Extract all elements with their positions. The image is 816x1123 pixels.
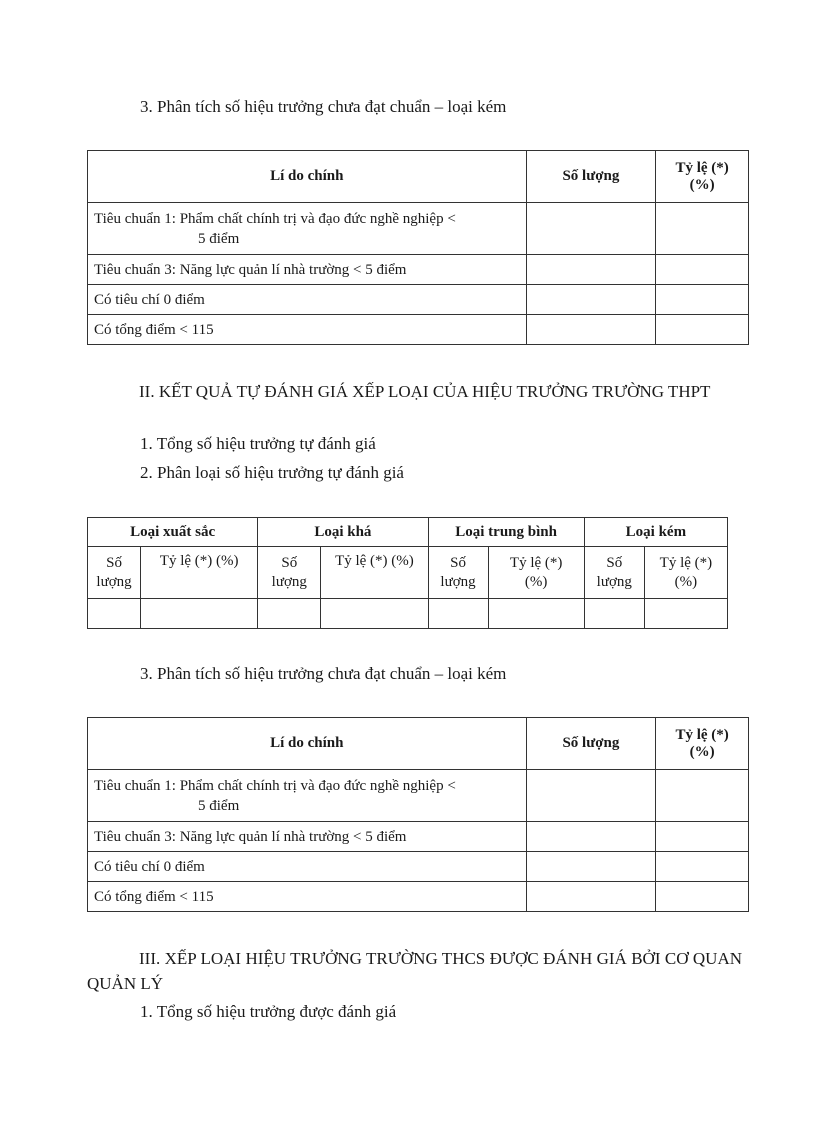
table-row (88, 285, 749, 315)
count-cell (526, 770, 656, 822)
header-count: Số lượng (526, 151, 656, 203)
sub-l1: Số (606, 554, 623, 571)
section3-heading: III. XẾP LOẠI HIỆU TRƯỞNG TRƯỜNG THCS ĐƯỢC ĐÁNH GIÁ BỞI CƠ QUAN QUẢN LÝ (87, 949, 742, 993)
count-cell (526, 315, 656, 345)
header-ratio (656, 151, 749, 203)
table-row (88, 822, 749, 852)
reason-cell: Có tiêu chí 0 điểm (88, 852, 527, 882)
sub-count (258, 547, 321, 599)
sub-l2: (%) (674, 573, 698, 590)
sub-l1: Số (106, 554, 122, 571)
reason-cell (88, 770, 527, 822)
sub-l1: Tỷ lệ (*) (509, 554, 563, 571)
header-ratio-line2: (%) (689, 176, 715, 193)
ratio-cell (656, 770, 749, 822)
sub-l1: Số (450, 554, 466, 571)
section2-item2-text: 2. Phân loại số hiệu trưởng tự đánh giá (140, 463, 404, 482)
reason-line2: 5 điểm (198, 230, 240, 247)
count-cell (526, 822, 656, 852)
table-row (88, 599, 728, 629)
table-row (88, 852, 749, 882)
group-poor: Loại kém (584, 518, 727, 547)
header-ratio-line1: Tỷ lệ (*) (675, 726, 729, 743)
group-excellent: Loại xuất sắc (88, 518, 258, 547)
sub-ratio (488, 547, 584, 599)
reason-cell: Tiêu chuẩn 3: Năng lực quản lí nhà trường < 5 điểm (88, 255, 527, 285)
table-row (88, 315, 749, 345)
sub-count (584, 547, 644, 599)
table-row (88, 882, 749, 912)
section2-item3-text: 3. Phân tích số hiệu trưởng chưa đạt chuẩn – loại kém (140, 664, 507, 683)
count-cell (526, 852, 656, 882)
ratio-cell (656, 255, 749, 285)
reason-cell (88, 203, 527, 255)
section3-item1-text: 1. Tổng số hiệu trưởng được đánh giá (140, 1002, 397, 1021)
reason-line1: Tiêu chuẩn 1: Phẩm chất chính trị và đạo đức nghề nghiệp < (94, 210, 456, 227)
ratio-cell (656, 315, 749, 345)
header-ratio-line2: (%) (689, 743, 715, 760)
count-cell (526, 203, 656, 255)
header-count: Số lượng (526, 718, 656, 770)
sub-ratio (141, 547, 258, 599)
sub-l2: lượng (440, 573, 476, 590)
sub-l1: Tỷ lệ (*) (659, 554, 713, 571)
header-ratio (656, 718, 749, 770)
reason-table-1 (87, 150, 749, 345)
table-row (88, 770, 749, 822)
table-row (88, 203, 749, 255)
reason-cell: Có tổng điểm < 115 (88, 315, 527, 345)
sub-l1: Số (281, 554, 298, 571)
sub-ratio (321, 547, 428, 599)
section1-item3-text: 3. Phân tích số hiệu trưởng chưa đạt chuẩn – loại kém (140, 97, 507, 116)
header-ratio-line1: Tỷ lệ (*) (675, 159, 729, 176)
reason-table-2 (87, 717, 749, 912)
sub-l1: Tỷ lệ (*) (%) (335, 553, 414, 569)
reason-line1: Tiêu chuẩn 1: Phẩm chất chính trị và đạo đức nghề nghiệp < (94, 777, 456, 794)
count-cell (526, 285, 656, 315)
sub-ratio (644, 547, 727, 599)
section2-item1-text: 1. Tổng số hiệu trưởng tự đánh giá (140, 434, 376, 453)
table-row (88, 255, 749, 285)
sub-l2: lượng (271, 573, 307, 590)
ratio-cell (656, 285, 749, 315)
header-reason: Lí do chính (88, 151, 527, 203)
header-reason: Lí do chính (88, 718, 527, 770)
classification-table (87, 517, 728, 629)
ratio-cell (656, 203, 749, 255)
sub-count (88, 547, 141, 599)
reason-cell: Tiêu chuẩn 3: Năng lực quản lí nhà trường < 5 điểm (88, 822, 527, 852)
ratio-cell (656, 852, 749, 882)
sub-count (428, 547, 488, 599)
count-cell (526, 882, 656, 912)
sub-l2: (%) (524, 573, 548, 590)
ratio-cell (656, 822, 749, 852)
section2-heading: II. KẾT QUẢ TỰ ĐÁNH GIÁ XẾP LOẠI CỦA HIỆU TRƯỞNG TRƯỜNG THPT (139, 382, 711, 401)
sub-l1: Tỷ lệ (*) (%) (159, 553, 239, 569)
sub-l2: lượng (96, 573, 132, 590)
reason-cell: Có tiêu chí 0 điểm (88, 285, 527, 315)
reason-cell: Có tổng điểm < 115 (88, 882, 527, 912)
count-cell (526, 255, 656, 285)
group-good: Loại khá (258, 518, 428, 547)
ratio-cell (656, 882, 749, 912)
sub-l2: lượng (596, 573, 632, 590)
reason-line2: 5 điểm (198, 797, 240, 814)
group-average: Loại trung bình (428, 518, 584, 547)
